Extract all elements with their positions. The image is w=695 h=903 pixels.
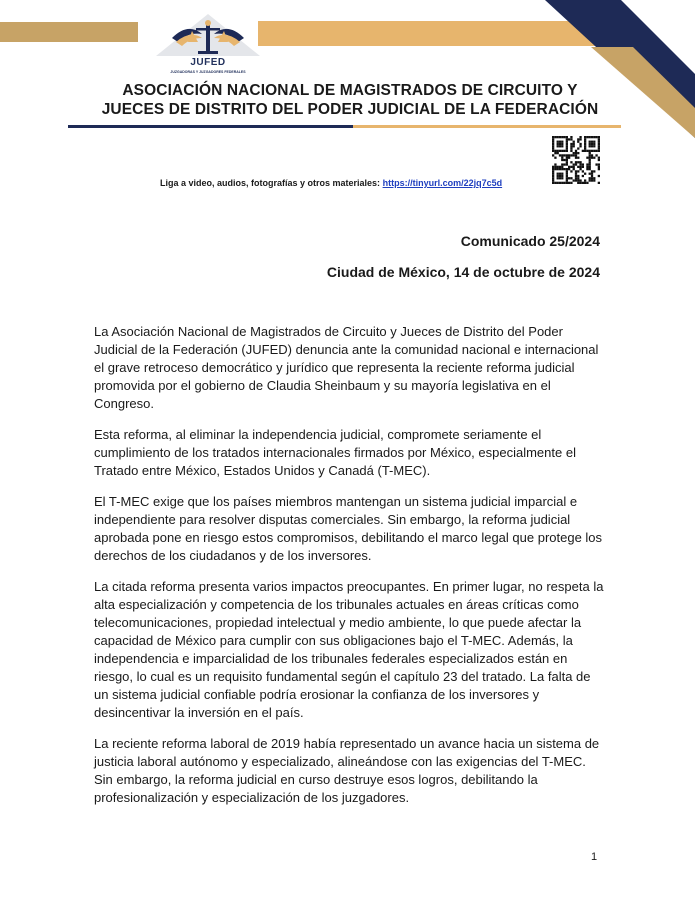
qr-module bbox=[589, 177, 591, 179]
qr-module bbox=[570, 143, 572, 145]
qr-module bbox=[575, 154, 577, 156]
qr-module bbox=[554, 152, 556, 154]
qr-module bbox=[561, 141, 563, 143]
materials-link[interactable]: https://tinyurl.com/22jq7c5d bbox=[382, 178, 503, 188]
qr-code-icon[interactable] bbox=[552, 136, 600, 184]
underline-gold bbox=[353, 125, 621, 128]
qr-module bbox=[563, 159, 565, 161]
materials-link-label: Liga a video, audios, fotografías y otros materiales: bbox=[160, 178, 381, 188]
qr-module bbox=[598, 163, 600, 165]
qr-module bbox=[559, 177, 561, 179]
qr-module bbox=[559, 141, 561, 143]
qr-module bbox=[561, 136, 563, 138]
qr-module bbox=[595, 150, 597, 152]
header-band-left bbox=[0, 22, 138, 42]
qr-module bbox=[554, 150, 556, 152]
qr-module bbox=[575, 150, 577, 152]
qr-module bbox=[561, 150, 563, 152]
qr-module bbox=[591, 143, 593, 145]
qr-module bbox=[586, 163, 588, 165]
qr-module bbox=[575, 157, 577, 159]
qr-module bbox=[589, 166, 591, 168]
qr-module bbox=[591, 150, 593, 152]
body-paragraph: La Asociación Nacional de Magistrados de Circuito y Jueces de Distrito del Poder Judicial de la Federación (JUFED) denuncia ante la comunidad nacional e internacional el grave retroceso democrático y jurídico que representa la reciente reforma judicial promovida por el gobierno de Claudia Sheinbaum y su mayoría legislativa en el Congreso. bbox=[94, 324, 599, 412]
qr-module bbox=[584, 147, 586, 149]
qr-module bbox=[570, 177, 572, 179]
qr-module bbox=[589, 161, 591, 163]
qr-module bbox=[593, 143, 595, 145]
qr-module bbox=[573, 154, 575, 156]
qr-module bbox=[552, 143, 554, 145]
qr-module bbox=[591, 173, 593, 175]
qr-module bbox=[593, 170, 595, 172]
qr-module bbox=[598, 166, 600, 168]
qr-module bbox=[563, 136, 565, 138]
qr-module bbox=[570, 154, 572, 156]
qr-module bbox=[577, 147, 579, 149]
qr-module bbox=[598, 150, 600, 152]
title-underline bbox=[68, 125, 621, 128]
qr-module bbox=[566, 182, 568, 184]
place-and-date: Ciudad de México, 14 de octubre de 2024 bbox=[326, 264, 600, 280]
qr-module bbox=[561, 166, 563, 168]
body-paragraph: La reciente reforma laboral de 2019 había representado un avance hacia un sistema de justicia laboral autónomo y especializado, alineándose con las exigencias del T-MEC. Sin embargo, la reforma judicial en curso destruye esos logros, debilitando la profesionalización y especialización de los juzgadores. bbox=[94, 735, 600, 806]
qr-module bbox=[566, 179, 568, 181]
qr-module bbox=[579, 136, 581, 138]
qr-module bbox=[559, 173, 561, 175]
qr-module bbox=[579, 143, 581, 145]
qr-module bbox=[591, 145, 593, 147]
qr-module bbox=[573, 143, 575, 145]
qr-module bbox=[579, 161, 581, 163]
qr-module bbox=[557, 141, 559, 143]
qr-module bbox=[575, 177, 577, 179]
qr-module bbox=[570, 145, 572, 147]
qr-module bbox=[557, 175, 559, 177]
qr-module bbox=[557, 152, 559, 154]
qr-module bbox=[584, 141, 586, 143]
materials-link-line bbox=[160, 178, 502, 188]
qr-module bbox=[570, 138, 572, 140]
qr-module bbox=[579, 166, 581, 168]
qr-module bbox=[566, 170, 568, 172]
qr-module bbox=[561, 173, 563, 175]
qr-module bbox=[566, 159, 568, 161]
qr-module bbox=[568, 168, 570, 170]
qr-module bbox=[568, 177, 570, 179]
qr-module bbox=[570, 147, 572, 149]
qr-module bbox=[559, 175, 561, 177]
qr-module bbox=[557, 168, 559, 170]
communique-number: Comunicado 25/2024 bbox=[460, 233, 600, 249]
qr-module bbox=[579, 138, 581, 140]
qr-module bbox=[589, 136, 591, 138]
qr-module bbox=[579, 163, 581, 165]
qr-module bbox=[589, 154, 591, 156]
qr-module bbox=[595, 136, 597, 138]
qr-module bbox=[552, 166, 554, 168]
body-paragraph: Esta reforma, al eliminar la independencia judicial, compromete seriamente el cumplimiento de los tratados internacionales firmados por México, especialmente el Tratado entre México, Estados Unidos y Canadá (T-MEC). bbox=[94, 426, 576, 479]
logo-name: JUFED bbox=[190, 57, 226, 68]
qr-module bbox=[591, 177, 593, 179]
qr-module bbox=[582, 163, 584, 165]
qr-module bbox=[577, 166, 579, 168]
qr-module bbox=[568, 157, 570, 159]
qr-module bbox=[563, 154, 565, 156]
qr-module bbox=[577, 138, 579, 140]
qr-module bbox=[566, 163, 568, 165]
qr-module bbox=[570, 166, 572, 168]
qr-module bbox=[593, 141, 595, 143]
qr-module bbox=[575, 163, 577, 165]
qr-module bbox=[557, 136, 559, 138]
qr-module bbox=[559, 136, 561, 138]
qr-module bbox=[559, 166, 561, 168]
organization-title-line-2: JUECES DE DISTRITO DEL PODER JUDICIAL DE LA FEDERACIÓN bbox=[101, 101, 599, 118]
qr-module bbox=[566, 141, 568, 143]
qr-module bbox=[566, 177, 568, 179]
page-number: 1 bbox=[591, 851, 598, 863]
qr-module bbox=[557, 150, 559, 152]
qr-module bbox=[561, 154, 563, 156]
organization-title-line-1: ASOCIACIÓN NACIONAL DE MAGISTRADOS DE CIRCUITO Y bbox=[122, 82, 578, 99]
qr-module bbox=[566, 150, 568, 152]
qr-module bbox=[598, 141, 600, 143]
logo-subtitle: JUZGADORAS Y JUZGADORES FEDERALES bbox=[170, 70, 246, 74]
qr-module bbox=[575, 179, 577, 181]
qr-module bbox=[584, 143, 586, 145]
qr-module bbox=[573, 163, 575, 165]
qr-module bbox=[577, 170, 579, 172]
qr-module bbox=[561, 182, 563, 184]
qr-module bbox=[557, 143, 559, 145]
qr-module bbox=[566, 145, 568, 147]
qr-module bbox=[595, 163, 597, 165]
qr-module bbox=[568, 166, 570, 168]
qr-module bbox=[566, 138, 568, 140]
qr-module bbox=[570, 182, 572, 184]
qr-module bbox=[552, 138, 554, 140]
qr-module bbox=[561, 145, 563, 147]
qr-module bbox=[554, 163, 556, 165]
jufed-logo bbox=[152, 12, 264, 78]
qr-module bbox=[561, 168, 563, 170]
qr-module bbox=[566, 168, 568, 170]
qr-module bbox=[561, 175, 563, 177]
qr-module bbox=[568, 154, 570, 156]
qr-module bbox=[552, 141, 554, 143]
qr-module bbox=[557, 173, 559, 175]
qr-module bbox=[591, 136, 593, 138]
qr-module bbox=[563, 182, 565, 184]
qr-module bbox=[557, 166, 559, 168]
qr-module bbox=[552, 145, 554, 147]
qr-module bbox=[568, 138, 570, 140]
qr-module bbox=[561, 159, 563, 161]
qr-module bbox=[552, 179, 554, 181]
qr-module bbox=[577, 179, 579, 181]
qr-module bbox=[575, 161, 577, 163]
qr-module bbox=[593, 157, 595, 159]
qr-module bbox=[591, 175, 593, 177]
qr-module bbox=[598, 136, 600, 138]
qr-module bbox=[584, 136, 586, 138]
qr-module bbox=[598, 147, 600, 149]
qr-module bbox=[566, 157, 568, 159]
qr-module bbox=[561, 143, 563, 145]
qr-module bbox=[559, 182, 561, 184]
qr-module bbox=[579, 179, 581, 181]
qr-module bbox=[593, 179, 595, 181]
qr-module bbox=[573, 179, 575, 181]
qr-module bbox=[575, 175, 577, 177]
qr-module bbox=[589, 143, 591, 145]
qr-module bbox=[586, 150, 588, 152]
qr-module bbox=[591, 170, 593, 172]
qr-module bbox=[593, 150, 595, 152]
qr-module bbox=[577, 152, 579, 154]
qr-module bbox=[593, 177, 595, 179]
qr-module bbox=[586, 136, 588, 138]
qr-module bbox=[554, 168, 556, 170]
qr-module bbox=[593, 145, 595, 147]
qr-module bbox=[573, 152, 575, 154]
qr-module bbox=[577, 157, 579, 159]
qr-module bbox=[552, 154, 554, 156]
qr-module bbox=[559, 168, 561, 170]
qr-module bbox=[582, 166, 584, 168]
qr-module bbox=[577, 141, 579, 143]
qr-module bbox=[589, 145, 591, 147]
qr-module bbox=[589, 159, 591, 161]
qr-module bbox=[552, 136, 554, 138]
qr-module bbox=[552, 147, 554, 149]
qr-module bbox=[566, 143, 568, 145]
scales-of-justice-icon bbox=[152, 12, 264, 58]
qr-module bbox=[586, 157, 588, 159]
qr-module bbox=[589, 168, 591, 170]
qr-module bbox=[552, 168, 554, 170]
communique-body bbox=[94, 323, 606, 820]
qr-module bbox=[566, 154, 568, 156]
qr-module bbox=[566, 173, 568, 175]
qr-module bbox=[584, 138, 586, 140]
qr-module bbox=[598, 159, 600, 161]
qr-module bbox=[559, 143, 561, 145]
qr-module bbox=[595, 154, 597, 156]
qr-module bbox=[589, 173, 591, 175]
qr-module bbox=[554, 166, 556, 168]
underline-navy bbox=[68, 125, 353, 128]
qr-module bbox=[559, 150, 561, 152]
qr-module bbox=[552, 170, 554, 172]
qr-module bbox=[561, 157, 563, 159]
qr-module bbox=[570, 150, 572, 152]
qr-module bbox=[586, 182, 588, 184]
qr-module bbox=[598, 168, 600, 170]
qr-module bbox=[598, 138, 600, 140]
qr-module bbox=[598, 157, 600, 159]
qr-module bbox=[582, 170, 584, 172]
qr-module bbox=[579, 168, 581, 170]
qr-module bbox=[570, 136, 572, 138]
qr-module bbox=[563, 163, 565, 165]
corner-stripes-decoration bbox=[535, 0, 695, 140]
qr-module bbox=[589, 179, 591, 181]
qr-module bbox=[593, 136, 595, 138]
qr-module bbox=[591, 179, 593, 181]
qr-module bbox=[589, 163, 591, 165]
qr-module bbox=[570, 161, 572, 163]
qr-module bbox=[589, 157, 591, 159]
qr-module bbox=[561, 177, 563, 179]
qr-module bbox=[573, 166, 575, 168]
qr-module bbox=[579, 182, 581, 184]
qr-module bbox=[577, 177, 579, 179]
qr-module bbox=[577, 175, 579, 177]
qr-module bbox=[598, 182, 600, 184]
qr-module bbox=[582, 175, 584, 177]
qr-module bbox=[584, 150, 586, 152]
qr-module bbox=[589, 152, 591, 154]
qr-module bbox=[566, 136, 568, 138]
organization-title bbox=[60, 81, 640, 119]
qr-module bbox=[586, 166, 588, 168]
qr-module bbox=[589, 150, 591, 152]
qr-module bbox=[561, 163, 563, 165]
qr-module bbox=[598, 175, 600, 177]
qr-module bbox=[568, 182, 570, 184]
qr-module bbox=[566, 147, 568, 149]
qr-module bbox=[584, 173, 586, 175]
qr-module bbox=[575, 170, 577, 172]
qr-module bbox=[573, 141, 575, 143]
qr-module bbox=[552, 182, 554, 184]
qr-module bbox=[577, 182, 579, 184]
qr-module bbox=[598, 145, 600, 147]
qr-module bbox=[554, 136, 556, 138]
qr-module bbox=[557, 182, 559, 184]
qr-module bbox=[577, 161, 579, 163]
qr-module bbox=[598, 143, 600, 145]
qr-module bbox=[557, 145, 559, 147]
qr-module bbox=[557, 177, 559, 179]
body-paragraph: El T-MEC exige que los países miembros mantengan un sistema judicial imparcial e independiente para resolver disputas comerciales. Sin embargo, la reforma judicial aprobada pone en riesgo estos compromisos, debilitando el marco legal que protege los derechos de los ciudadanos y de los inversores. bbox=[94, 493, 603, 564]
qr-module bbox=[591, 157, 593, 159]
qr-module bbox=[552, 175, 554, 177]
qr-module bbox=[582, 150, 584, 152]
qr-module bbox=[582, 182, 584, 184]
qr-module bbox=[552, 150, 554, 152]
qr-module bbox=[566, 175, 568, 177]
qr-module bbox=[586, 168, 588, 170]
qr-module bbox=[559, 154, 561, 156]
qr-module bbox=[573, 145, 575, 147]
qr-module bbox=[579, 145, 581, 147]
qr-module bbox=[554, 182, 556, 184]
qr-module bbox=[552, 173, 554, 175]
qr-module bbox=[573, 168, 575, 170]
qr-module bbox=[584, 145, 586, 147]
qr-module bbox=[563, 168, 565, 170]
qr-module bbox=[589, 141, 591, 143]
qr-module bbox=[591, 141, 593, 143]
qr-module bbox=[584, 182, 586, 184]
qr-module bbox=[559, 145, 561, 147]
qr-module bbox=[563, 150, 565, 152]
qr-module bbox=[591, 154, 593, 156]
body-paragraph: La citada reforma presenta varios impactos preocupantes. En primer lugar, no respeta la alta especialización y competencia de los tribunales actuales en áreas críticas como telecomunicaciones, propiedad intelectual y medio ambiente, lo que puede afectar la capacidad de México para cumplir con sus obligaciones bajo el T-MEC. Además, la independencia e imparcialidad de los tribunales federales especializados están en riesgo, lo cual es un requisito fundamental según el capítulo 23 del tratado. La falta de un sistema judicial confiable podría erosionar la confianza de los inversores y desincentivar la inversión en el país. bbox=[94, 578, 604, 721]
qr-module bbox=[575, 152, 577, 154]
qr-module bbox=[575, 173, 577, 175]
qr-module bbox=[566, 161, 568, 163]
qr-module bbox=[570, 170, 572, 172]
qr-module bbox=[584, 179, 586, 181]
qr-module bbox=[552, 177, 554, 179]
qr-module bbox=[554, 157, 556, 159]
